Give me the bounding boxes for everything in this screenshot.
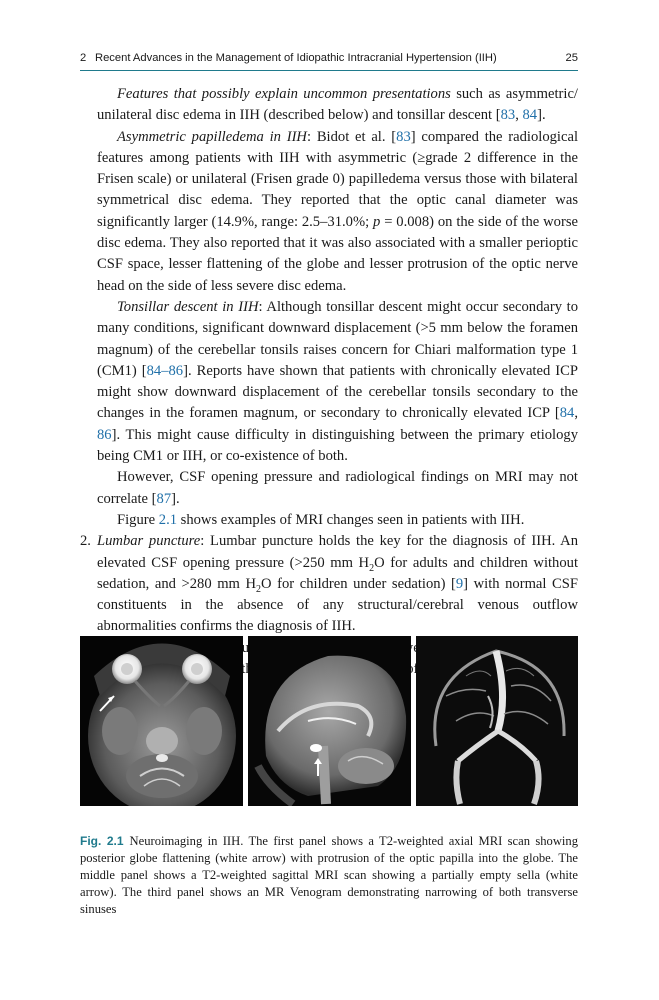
citation-link[interactable]: 9	[455, 575, 464, 592]
figure-caption	[80, 833, 578, 919]
citation-link[interactable]: 83	[500, 107, 516, 124]
citation-link[interactable]: 84–86	[146, 362, 184, 379]
paragraph-figure-ref: Figure 2.1 shows examples of MRI changes seen in patients with IIH.	[117, 511, 525, 528]
list-item-lumbar-puncture: 2. Lumbar puncture: Lumbar puncture holds the key for the diagnosis of IIH. An elevated CSF opening pressure (>250 mm $H_2O$ for adults and children without sedation, and >280 mm $H_2O$ for children under sedation) [9] with normal CSF constituents in the absence of any structural/cerebral venous outflow abnormalities confirms the diagnosis of IIH.	[80, 533, 579, 635]
running-header	[80, 52, 578, 70]
body-text	[80, 84, 579, 680]
list-number: 2.	[80, 533, 91, 550]
figure-link[interactable]: 2.1	[158, 511, 178, 528]
paragraph-asymmetric-papilledema: Asymmetric papilledema in IIH: Bidot et al. [83] compared the radiological features among patients with IIH with asymmetric (≥grade 2 difference in the Frisen scale) or unilateral (Frisen grade 0) papilledema versus those with bilateral symmetrical disc edema. They reported that the optic canal diameter was significantly larger (14.9%, range: 2.5–31.0%; p = 0.008) on the side of the worse disc edema. They also reported that it was also associated with a smaller perioptic CSF space, lesser flattening of the globe and lesser protrusion of the optic nerve head on the side of less severe disc edema.	[97, 128, 578, 294]
axial-t2-mri-image	[80, 636, 243, 806]
figure-label: Fig. 2.1	[80, 833, 124, 848]
citation-link[interactable]: 84	[522, 107, 538, 124]
citation-link[interactable]: 84	[559, 405, 575, 422]
paragraph-lead: Features that possibly explain uncommon presentations	[117, 86, 451, 102]
sagittal-t2-mri-image	[248, 636, 411, 806]
chapter-number: 2	[80, 52, 87, 64]
paragraph-lp-developments: of	[406, 661, 419, 678]
citation-link[interactable]: 87	[156, 490, 172, 507]
citation-link[interactable]: 86	[97, 426, 112, 443]
paragraph-lead: Tonsillar descent in IIH	[117, 298, 259, 315]
header-rule	[80, 70, 578, 71]
mr-venogram-image	[416, 636, 578, 806]
figure-2-1	[80, 636, 578, 806]
paragraph-lead: Lumbar puncture	[97, 533, 201, 550]
running-title: Recent Advances in the Management of Idiopathic Intracranial Hypertension (IIH)	[95, 52, 497, 64]
citation-link[interactable]: 83	[396, 128, 411, 145]
page-number: 25	[565, 52, 578, 64]
paragraph-tonsillar-descent: Tonsillar descent in IIH: Although tonsillar descent might occur secondary to many conditions, significant downward displacement (>5 mm below the foramen magnum) of the cerebellar tonsils raises concern for Chiari malformation type 1 (CM1) [84–86]. Reports have shown that patients with chronically elevated ICP might show downward displacement of the cerebellar tonsils secondary to the changes in the foramen magnum, or secondary to chronically elevated ICP [84, 86]. This might cause difficulty in distinguishing between the primary etiology being CM1 or IIH, or co-existence of both.	[97, 298, 578, 465]
paragraph-correlation: However, CSF opening pressure and radiological findings on MRI may not correlate [87].	[97, 469, 578, 507]
paragraph-features: Features that possibly explain uncommon presentations such as asymmetric/ unilateral disc edema in IIH (described below) and tonsillar descent [83, 84].	[97, 86, 578, 124]
caption-text: Neuroimaging in IIH. The first panel shows a T2-weighted axial MRI scan showing posterior globe flattening (white arrow) with protrusion of the optic papilla into the globe. The middle panel shows a T2-weighted sagittal MRI scan showing a partially empty sella (white arrow). The third panel shows an MR Venogram demonstrating narrowing of both transverse sinuses	[80, 833, 579, 917]
paragraph-lead: Asymmetric papilledema in IIH	[117, 128, 307, 145]
